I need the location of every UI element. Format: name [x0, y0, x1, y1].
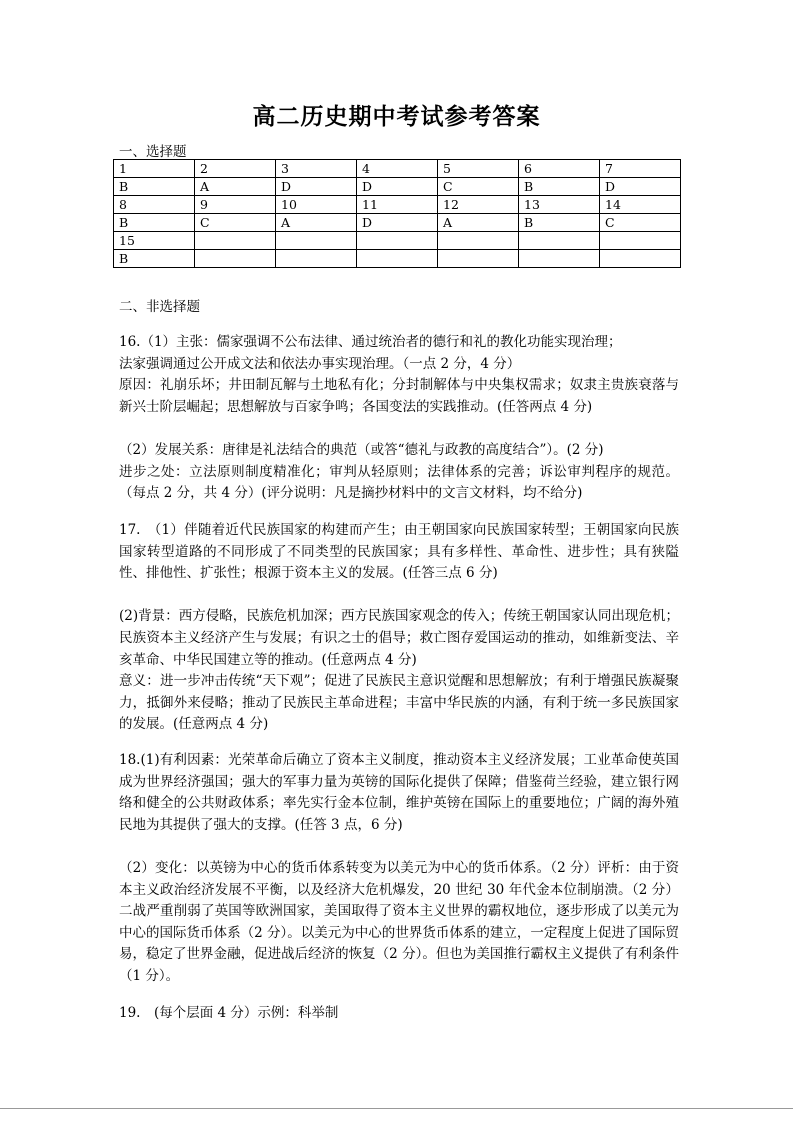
question-number-cell [600, 232, 681, 250]
answer-cell: B [114, 214, 195, 232]
q16-part2-progress: 进步之处：立法原则制度精准化；审判从轻原则；法律体系的完善；诉讼审判程序的规范。（每点 2 分，共 4 分）(评分说明：凡是摘抄材料中的文言文材料，均不给分) [119, 463, 679, 502]
question-number-cell: 4 [357, 160, 438, 178]
answer-cell: D [276, 178, 357, 196]
question-number-cell: 14 [600, 196, 681, 214]
question-17 [119, 520, 679, 736]
answer-cell: D [357, 214, 438, 232]
question-number-cell: 11 [357, 196, 438, 214]
q18-part1: 18.(1)有利因素：光荣革命后确立了资本主义制度，推动资本主义经济发展；工业革命使英国成为世界经济强国；强大的军事力量为英镑的国际化提供了保障；借鉴荷兰经验，建立银行网络和健全的公共财政体系；率先实行金本位制，维护英镑在国际上的重要地位；广阔的海外殖民地为其提供了强大的支撑。(任答 3 点，6 分) [119, 752, 679, 833]
page-title: 高二历史期中考试参考答案 [252, 104, 541, 130]
q16-part1-line1: 16.（1）主张：儒家强调不公布法律、通过统治者的德行和礼的教化功能实现治理； [119, 334, 622, 350]
question-number-cell: 8 [114, 196, 195, 214]
answer-cell: D [357, 178, 438, 196]
question-19 [119, 1003, 679, 1025]
question-number-cell: 13 [519, 196, 600, 214]
answer-cell: B [519, 214, 600, 232]
answer-cell [276, 250, 357, 268]
answer-cell: C [600, 214, 681, 232]
answer-cell [438, 250, 519, 268]
answer-cell [600, 250, 681, 268]
answer-table-row [114, 250, 681, 268]
answer-table-row [114, 196, 681, 214]
question-number-cell [276, 232, 357, 250]
answer-cell: C [438, 178, 519, 196]
question-number-cell: 9 [195, 196, 276, 214]
q16-part2-relation: （2）发展关系：唐律是礼法结合的典范（或答“德礼与政教的高度结合”）。(2 分) [119, 441, 604, 458]
answer-cell: B [114, 250, 195, 268]
answer-cell [357, 250, 438, 268]
answer-cell: A [438, 214, 519, 232]
question-number-cell: 6 [519, 160, 600, 178]
answer-table [113, 159, 681, 268]
answer-table-row [114, 160, 681, 178]
question-18 [119, 750, 679, 988]
section-heading-nonchoice: 二、非选择题 [119, 299, 200, 315]
question-number-cell: 1 [114, 160, 195, 178]
q17-part2-significance: 意义：进一步冲击传统“天下观”；促进了民族民主意识觉醒和思想解放；有利于增强民族凝聚力，抵御外来侵略；推动了民族民主革命进程；丰富中华民族的内涵，有利于统一多民族国家的发展。(任意两点 4 分) [119, 673, 679, 733]
answer-cell: B [519, 178, 600, 196]
q17-part2-background: (2)背景：西方侵略，民族危机加深；西方民族国家观念的传入；传统王朝国家认同出现危机；民族资本主义经济产生与发展；有识之士的倡导；救亡图存爱国运动的推动，如维新变法、辛亥革命、中华民国建立等的推动。(任意两点 4 分) [119, 608, 679, 668]
section-heading-choice: 一、选择题 [119, 144, 187, 160]
q17-part1: 17. （1）伴随着近代民族国家的构建而产生；由王朝国家向民族国家转型；王朝国家向民族国家转型道路的不同形成了不同类型的民族国家；具有多样性、革命性、进步性；具有狭隘性、排他性、扩张性；根源于资本主义的发展。(任答三点 6 分) [119, 522, 679, 582]
q18-part2: （2）变化：以英镑为中心的货币体系转变为以美元为中心的货币体系。（2 分）评析：由于资本主义政治经济发展不平衡，以及经济大危机爆发，20 世纪 30 年代金本位制崩溃。（2 分）二战严重削弱了英国等欧洲国家，美国取得了资本主义世界的霸权地位，逐步形成了以美元为中心的国际货币体系（2 分）。以美元为中心的世界货币体系的建立，一定程度上促进了国际贸易，稳定了世界金融，促进战后经济的恢复（2 分）。但也为美国推行霸权主义提供了有利条件（1 分）。 [119, 859, 679, 984]
answer-table-row [114, 232, 681, 250]
answer-cell: A [276, 214, 357, 232]
question-number-cell: 5 [438, 160, 519, 178]
question-number-cell: 15 [114, 232, 195, 250]
answer-table-row [114, 214, 681, 232]
q19-example: 19. (每个层面 4 分）示例：科举制 [119, 1005, 339, 1021]
question-number-cell [519, 232, 600, 250]
q16-part1-line2: 法家强调通过公开成文法和依法办事实现治理。（一点 2 分，4 分） [119, 355, 521, 372]
question-number-cell: 2 [195, 160, 276, 178]
question-number-cell: 12 [438, 196, 519, 214]
question-number-cell [438, 232, 519, 250]
answer-cell: C [195, 214, 276, 232]
page-bottom-divider [0, 1108, 793, 1109]
answer-cell: A [195, 178, 276, 196]
answer-table-row [114, 178, 681, 196]
question-number-cell: 3 [276, 160, 357, 178]
question-number-cell [357, 232, 438, 250]
q16-part1-reasons: 原因：礼崩乐坏；井田制瓦解与土地私有化；分封制解体与中央集权需求；奴隶主贵族衰落与新兴士阶层崛起；思想解放与百家争鸣；各国变法的实践推动。(任答两点 4 分) [119, 377, 679, 415]
answer-cell [519, 250, 600, 268]
answer-cell: B [114, 178, 195, 196]
answer-cell [195, 250, 276, 268]
answer-cell: D [600, 178, 681, 196]
question-number-cell [195, 232, 276, 250]
question-number-cell: 10 [276, 196, 357, 214]
question-number-cell: 7 [600, 160, 681, 178]
question-16 [119, 332, 679, 505]
